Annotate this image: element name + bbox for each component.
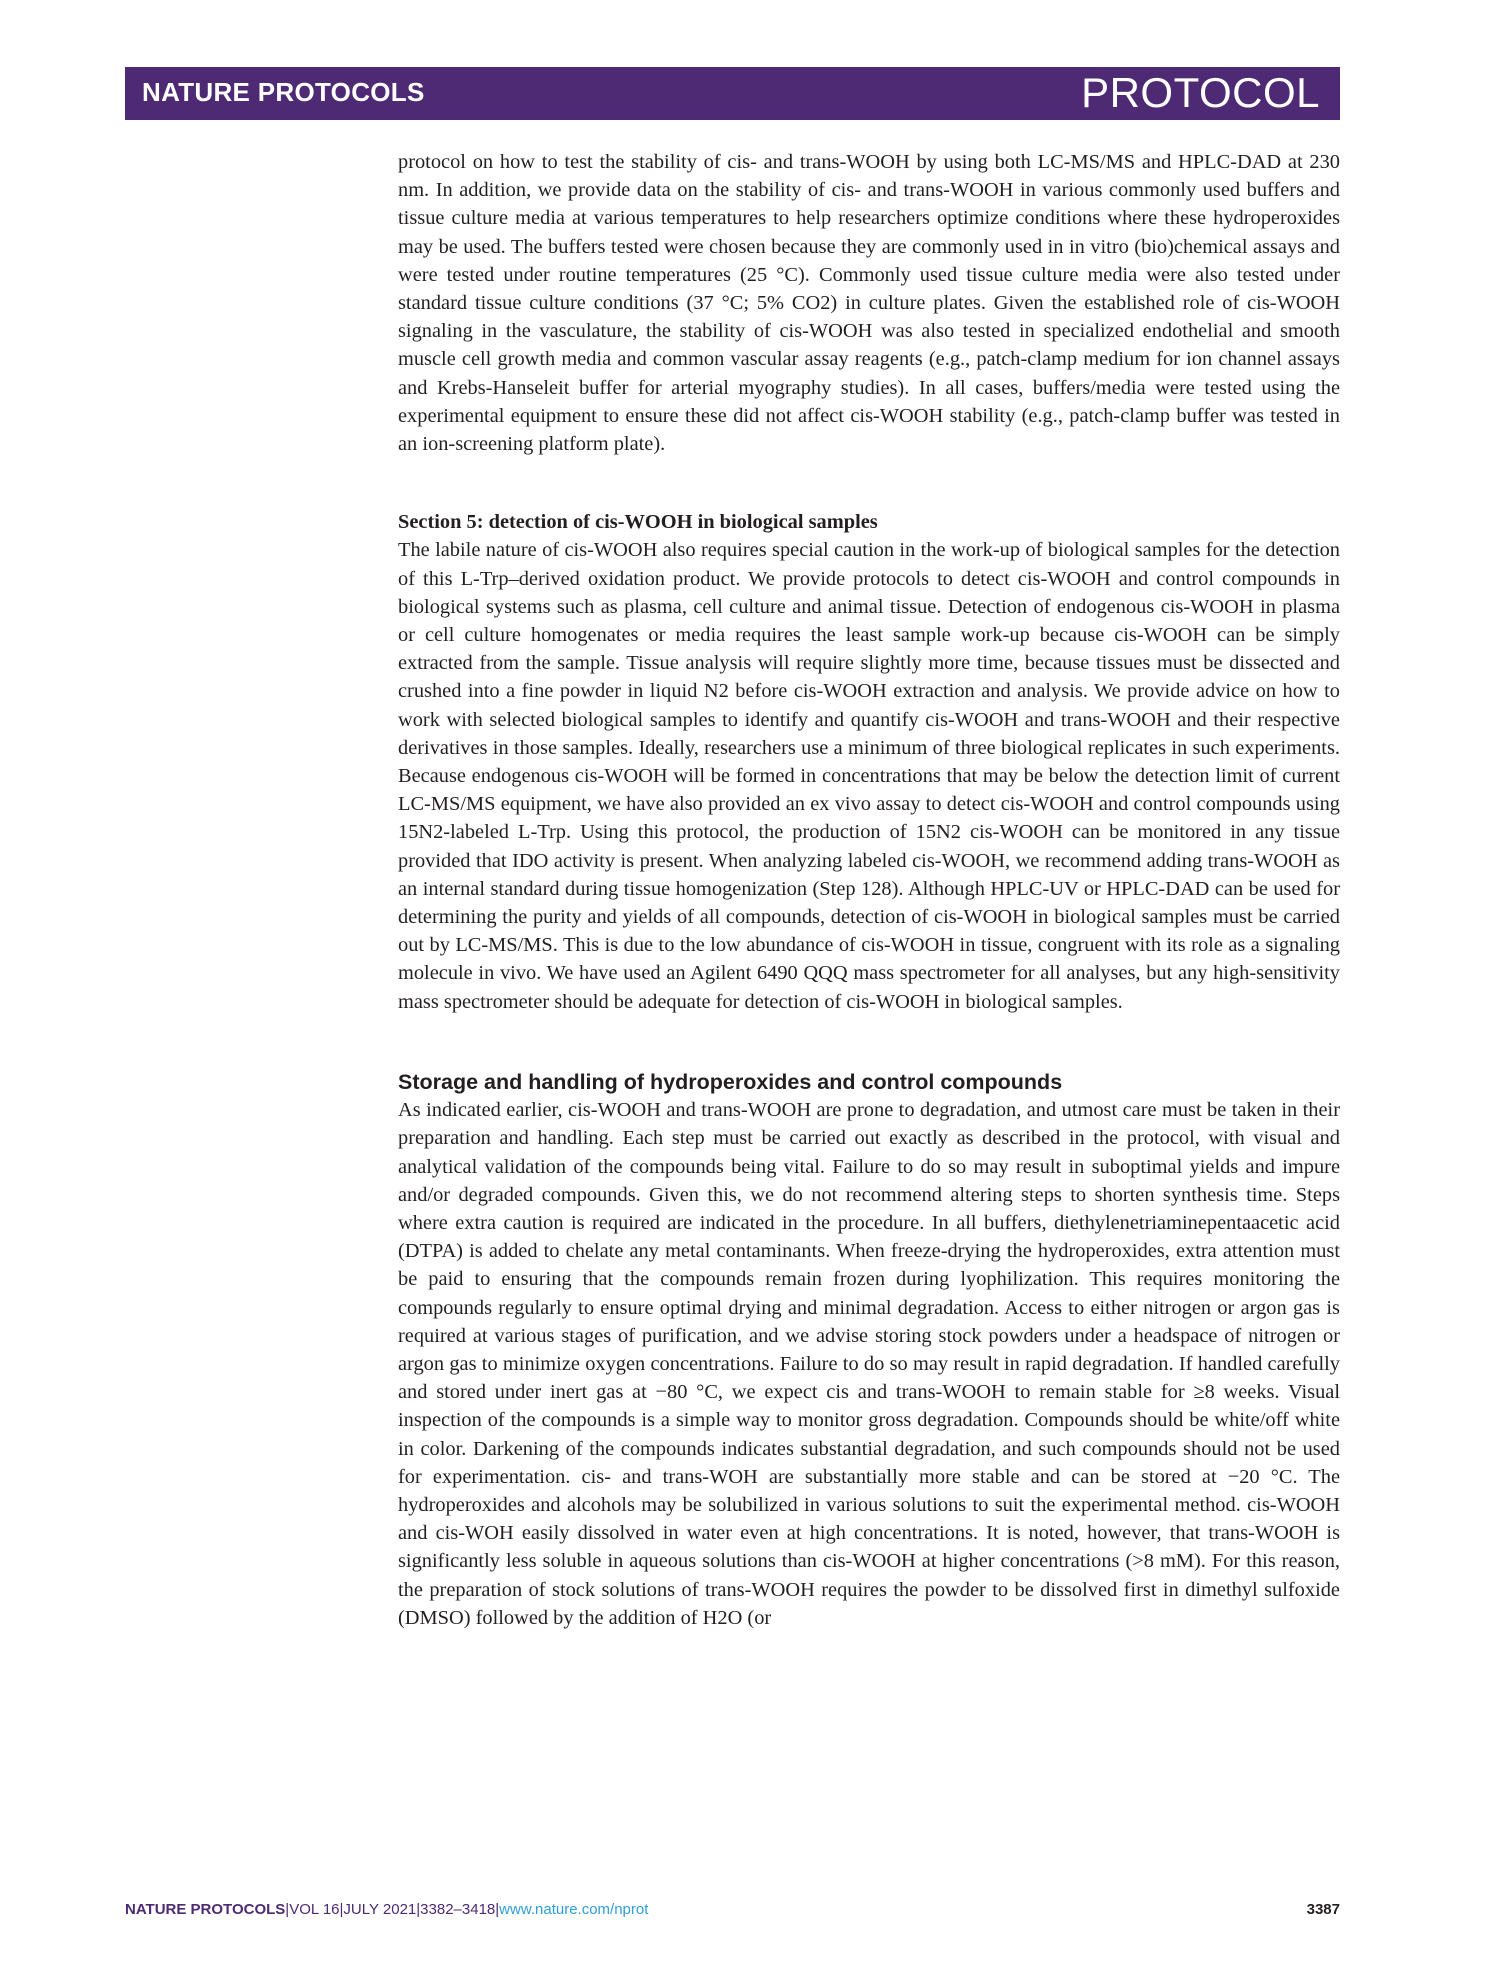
footer-url-link[interactable]: www.nature.com/nprot (499, 1901, 649, 1918)
page-number: 3387 (1306, 1901, 1340, 1918)
storage-heading: Storage and handling of hydroperoxides and control compounds (398, 1069, 1063, 1094)
footer-journal: NATURE PROTOCOLS (125, 1901, 286, 1918)
journal-name: NATURE PROTOCOLS (142, 77, 425, 107)
section-5-body: The labile nature of cis-WOOH also requires special caution in the work-up of biological samples for the detection of this L-Trp–derived oxidation product. We provide protocols to detect cis-WOOH and control compounds in biological systems such as plasma, cell culture and animal tissue. Detection of endogenous cis-WOOH in plasma or cell culture homogenates or media requires the least sample work-up because cis-WOOH can be simply extracted from the sample. Tissue analysis will require slightly more time, because tissues must be dissected and crushed into a fine powder in liquid N2 before cis-WOOH extraction and analysis. We provide advice on how to work with selected biological samples to identify and quantify cis-WOOH and trans-WOOH and their respective derivatives in those samples. Ideally, researchers use a minimum of three biological replicates in such experiments. Because endogenous cis-WOOH will be formed in concentrations that may be below the detection limit of current LC-MS/MS equipment, we have also provided an ex vivo assay to detect cis-WOOH and control compounds using 15N2-labeled L-Trp. Using this protocol, the production of 15N2 cis-WOOH can be monitored in any tissue provided that IDO activity is present. When analyzing labeled cis-WOOH, we recommend adding trans-WOOH as an internal standard during tissue homogenization (Step 128). Although HPLC-UV or HPLC-DAD can be used for determining the purity and yields of all compounds, detection of cis-WOOH in biological samples must be carried out by LC-MS/MS. This is due to the low abundance of cis-WOOH in tissue, congruent with its role as a signaling molecule in vivo. We have used an Agilent 6490 QQQ mass spectrometer for all analyses, but any high-sensitivity mass spectrometer should be adequate for detection of cis-WOOH in biological samples. (398, 539, 1340, 1013)
storage-body: As indicated earlier, cis-WOOH and trans-WOOH are prone to degradation, and utmost care must be taken in their preparation and handling. Each step must be carried out exactly as described in the protocol, with visual and analytical validation of the compounds being vital. Failure to do so may result in suboptimal yields and impure and/or degraded compounds. Given this, we do not recommend altering steps to shorten synthesis time. Steps where extra caution is required are indicated in the procedure. In all buffers, diethylenetriaminepentaacetic acid (DTPA) is added to chelate any metal contaminants. When freeze-drying the hydroperoxides, extra attention must be paid to ensuring that the compounds remain frozen during lyophilization. This requires monitoring the compounds regularly to ensure optimal drying and minimal degradation. Access to either nitrogen or argon gas is required at various stages of purification, and we advise storing stock powders under a headspace of nitrogen or argon gas to minimize oxygen concentrations. Failure to do so may result in rapid degradation. If handled carefully and stored under inert gas at −80 °C, we expect cis and trans-WOOH to remain stable for ≥8 weeks. Visual inspection of the compounds is a simple way to monitor gross degradation. Compounds should be white/off white in color. Darkening of the compounds indicates substantial degradation, and such compounds should not be used for experimentation. cis- and trans-WOH are substantially more stable and can be stored at −20 °C. The hydroperoxides and alcohols may be solubilized in various solutions to suit the experimental method. cis-WOOH and cis-WOH easily dissolved in water even at high concentrations. It is noted, however, that trans-WOOH is significantly less soluble in aqueous solutions than cis-WOOH at higher concentrations (>8 mM). For this reason, the preparation of stock solutions of trans-WOOH requires the powder to be dissolved first in dimethyl sulfoxide (DMSO) followed by the addition of H2O (or (398, 1099, 1340, 1629)
footer-citation: NATURE PROTOCOLS|VOL 16|JULY 2021|3382–3418|www.nature.com/nprot (125, 1901, 649, 1918)
journal-header-bar (125, 67, 1340, 120)
footer-volume: VOL 16 (289, 1901, 340, 1918)
footer-pages: 3382–3418 (420, 1901, 496, 1918)
article-type-label: PROTOCOL (1081, 69, 1320, 116)
section-5-heading: Section 5: detection of cis-WOOH in biological samples (398, 511, 878, 534)
footer-date: JULY 2021 (343, 1901, 417, 1918)
article-body (398, 148, 1340, 1632)
intro-paragraph: protocol on how to test the stability of cis- and trans-WOOH by using both LC-MS/MS and HPLC-DAD at 230 nm. In addition, we provide data on the stability of cis- and trans-WOOH in various commonly used buffers and tissue culture media at various temperatures to help researchers optimize conditions where these hydroperoxides may be used. The buffers tested were chosen because they are commonly used in in vitro (bio)chemical assays and were tested under routine temperatures (25 °C). Commonly used tissue culture media were also tested under standard tissue culture conditions (37 °C; 5% CO2) in culture plates. Given the established role of cis-WOOH signaling in the vasculature, the stability of cis-WOOH was also tested in specialized endothelial and smooth muscle cell growth media and common vascular assay reagents (e.g., patch-clamp medium for ion channel assays and Krebs-Hanseleit buffer for arterial myography studies). In all cases, buffers/media were tested using the experimental equipment to ensure these did not affect cis-WOOH stability (e.g., patch-clamp buffer was tested in an ion-screening platform plate). (398, 151, 1340, 456)
